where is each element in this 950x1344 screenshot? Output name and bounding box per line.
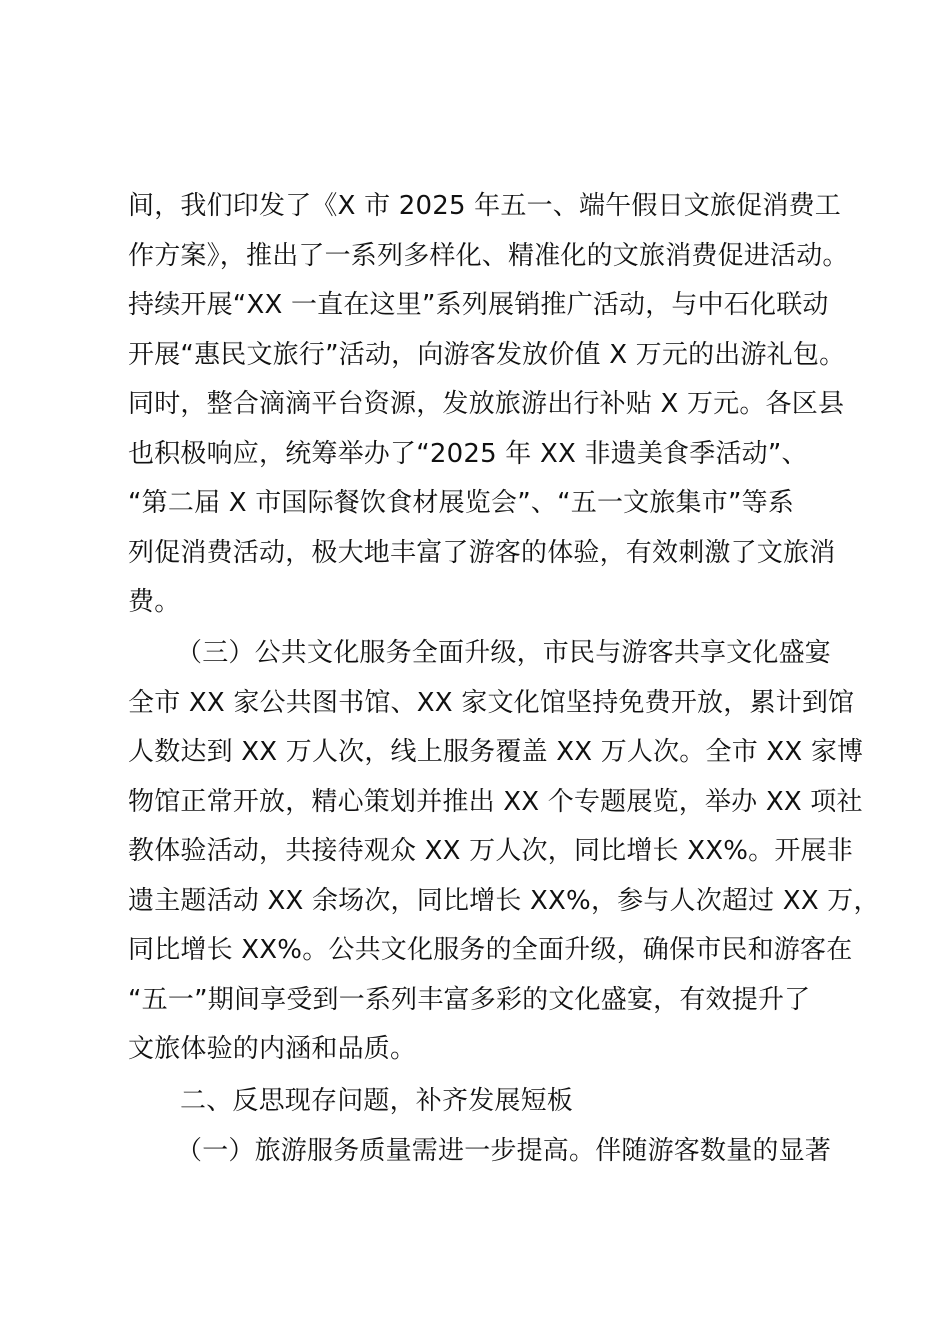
paragraph-line: 也积极响应，统筹举办了“2025 年 XX 非遗美食季活动”、: [128, 439, 808, 469]
paragraph-line: 作方案》，推出了一系列多样化、精准化的文旅消费促进活动。: [128, 241, 849, 271]
paragraph-line: 列促消费活动，极大地丰富了游客的体验，有效刺激了文旅消: [128, 538, 836, 568]
paragraph-line: 物馆正常开放，精心策划并推出 XX 个专题展览，举办 XX 项社: [128, 787, 863, 817]
paragraph-line: 文旅体验的内涵和品质。: [128, 1034, 417, 1064]
paragraph-line: 全市 XX 家公共图书馆、XX 家文化馆坚持免费开放，累计到馆: [128, 688, 855, 718]
section-heading: （三）公共文化服务全面升级，市民与游客共享文化盛宴: [176, 638, 832, 668]
paragraph-line: 开展“惠民文旅行”活动，向游客发放价值 X 万元的出游礼包。: [128, 340, 846, 370]
paragraph-line: 教体验活动，共接待观众 XX 万人次，同比增长 XX%。开展非: [128, 836, 853, 866]
paragraph-line: “第二届 X 市国际餐饮食材展览会”、“五一文旅集市”等系: [128, 488, 795, 518]
section-heading: （一）旅游服务质量需进一步提高。伴随游客数量的显著: [176, 1136, 832, 1166]
chapter-heading: 二、反思现存问题，补齐发展短板: [180, 1086, 574, 1116]
paragraph-line: 间，我们印发了《X 市 2025 年五一、端午假日文旅促消费工: [128, 191, 841, 221]
paragraph-line: 费。: [128, 587, 181, 617]
paragraph-line: 持续开展“XX 一直在这里”系列展销推广活动，与中石化联动: [128, 290, 829, 320]
paragraph-line: “五一”期间享受到一系列丰富多彩的文化盛宴，有效提升了: [128, 985, 811, 1015]
paragraph-line: 同比增长 XX%。公共文化服务的全面升级，确保市民和游客在: [128, 935, 853, 965]
paragraph-line: 遗主题活动 XX 余场次，同比增长 XX%，参与人次超过 XX 万，: [128, 886, 880, 916]
paragraph-line: 人数达到 XX 万人次，线上服务覆盖 XX 万人次。全市 XX 家博: [128, 737, 864, 767]
paragraph-line: 同时，整合滴滴平台资源，发放旅游出行补贴 X 万元。各区县: [128, 389, 845, 419]
